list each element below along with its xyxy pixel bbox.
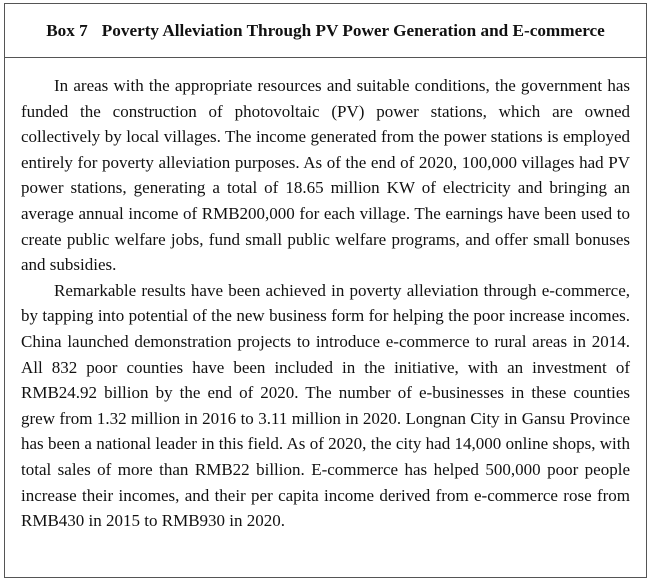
paragraph-pv-power: In areas with the appropriate resources and suitable conditions, the government has funded the construction of photovoltaic (PV) power stations, which are owned collectively by local villages. The income generated from the power stations is employed entirely for poverty alleviation purposes. As of the end of 2020, 100,000 villages had PV power stations, generating a total of 18.65 million KW of electricity and bringing an average annual income of RMB200,000 for each village. The earnings have been used to create public welfare jobs, fund small public welfare programs, and offer small bonuses and subsidies. [21,76,630,275]
text-box [4,3,647,578]
box-number-label: Box 7 [46,20,88,40]
paragraph-e-commerce: Remarkable results have been achieved in poverty alleviation through e-commerce, by tapping into potential of the new business form for helping the poor increase incomes. China launched demonstration projects to introduce e-commerce to rural areas in 2014. All 832 poor counties have been included in the initiative, with an investment of RMB24.92 billion by the end of 2020. The number of e-businesses in these counties grew from 1.32 million in 2016 to 3.11 million in 2020. Longnan City in Gansu Province has been a national leader in this field. As of 2020, the city had 14,000 online shops, with total sales of more than RMB22 billion. E-commerce has helped 500,000 poor people increase their incomes, and their per capita income derived from e-commerce rose from RMB430 in 2015 to RMB930 in 2020. [21,280,630,531]
box-title-text: Poverty Alleviation Through PV Power Generation and E-commerce [101,20,605,40]
box-header [5,4,646,58]
box-body [5,58,646,534]
box-title [46,21,605,41]
